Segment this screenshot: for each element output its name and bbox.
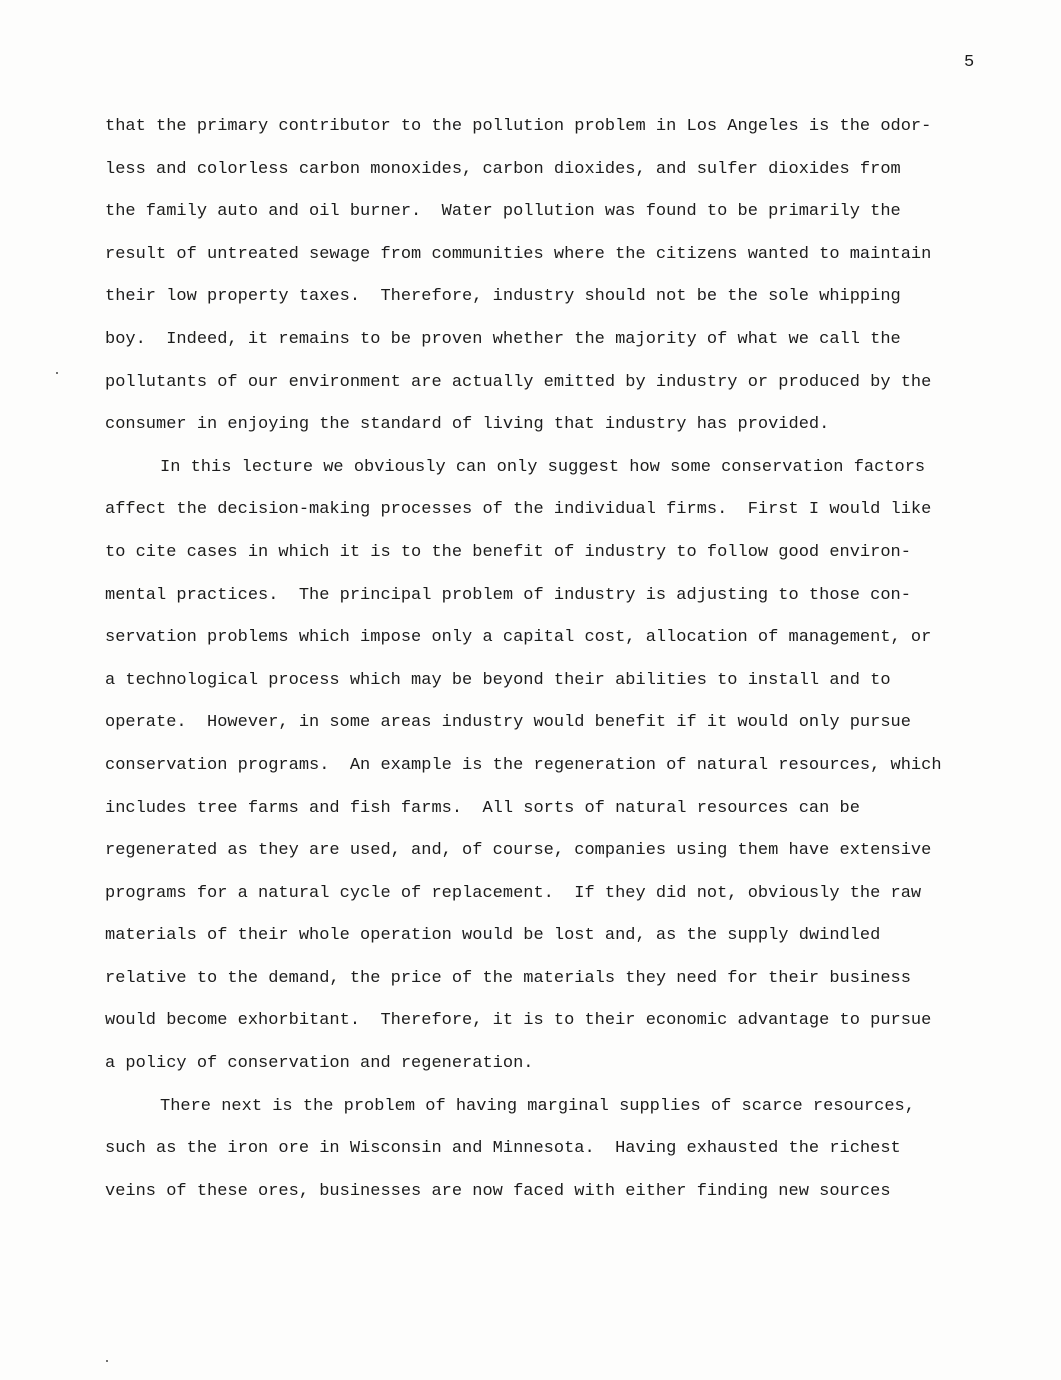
page-number: 5 <box>964 53 975 72</box>
text-line: servation problems which impose only a capital cost, allocation of management, or <box>105 628 932 648</box>
text-line: affect the decision-making processes of the individual firms. First I would like <box>105 500 932 520</box>
text-line: mental practices. The principal problem of industry is adjusting to those con- <box>105 585 911 605</box>
text-line: relative to the demand, the price of the materials they need for their business <box>105 968 911 988</box>
text-line: boy. Indeed, it remains to be proven whether the majority of what we call the <box>105 329 901 349</box>
text-line: the family auto and oil burner. Water pollution was found to be primarily the <box>105 202 901 222</box>
paragraph-1 <box>105 106 1005 447</box>
paragraph-2 <box>105 447 1005 1086</box>
text-line: that the primary contributor to the pollution problem in Los Angeles is the odor- <box>105 117 932 136</box>
scan-speck <box>56 372 58 374</box>
text-line: includes tree farms and fish farms. All sorts of natural resources can be <box>105 798 860 818</box>
paragraph-3 <box>105 1086 1005 1214</box>
text-line: a policy of conservation and regeneration. <box>105 1054 534 1074</box>
text-line: their low property taxes. Therefore, industry should not be the sole whipping <box>105 287 901 307</box>
text-line: a technological process which may be beyond their abilities to install and to <box>105 670 891 690</box>
text-line: operate. However, in some areas industry would benefit if it would only pursue <box>105 713 911 733</box>
text-line: In this lecture we obviously can only suggest how some conservation factors <box>160 457 926 477</box>
text-line: conservation programs. An example is the regeneration of natural resources, which <box>105 755 942 775</box>
text-line: result of untreated sewage from communities where the citizens wanted to maintain <box>105 244 932 264</box>
text-line: consumer in enjoying the standard of living that industry has provided. <box>105 415 830 435</box>
text-line: to cite cases in which it is to the benefit of industry to follow good environ- <box>105 542 911 562</box>
text-line: veins of these ores, businesses are now faced with either finding new sources <box>105 1181 891 1201</box>
body-text <box>105 106 1005 1213</box>
text-line: would become exhorbitant. Therefore, it is to their economic advantage to pursue <box>105 1011 932 1031</box>
text-line: programs for a natural cycle of replacement. If they did not, obviously the raw <box>105 883 922 903</box>
text-line: There next is the problem of having marginal supplies of scarce resources, <box>160 1096 915 1116</box>
text-line: less and colorless carbon monoxides, carbon dioxides, and sulfer dioxides from <box>105 159 901 179</box>
text-line: pollutants of our environment are actually emitted by industry or produced by the <box>105 372 932 392</box>
text-line: such as the iron ore in Wisconsin and Minnesota. Having exhausted the richest <box>105 1139 901 1159</box>
text-line: regenerated as they are used, and, of course, companies using them have extensive <box>105 841 932 861</box>
text-line: materials of their whole operation would be lost and, as the supply dwindled <box>105 926 881 946</box>
scan-speck <box>106 1360 108 1362</box>
